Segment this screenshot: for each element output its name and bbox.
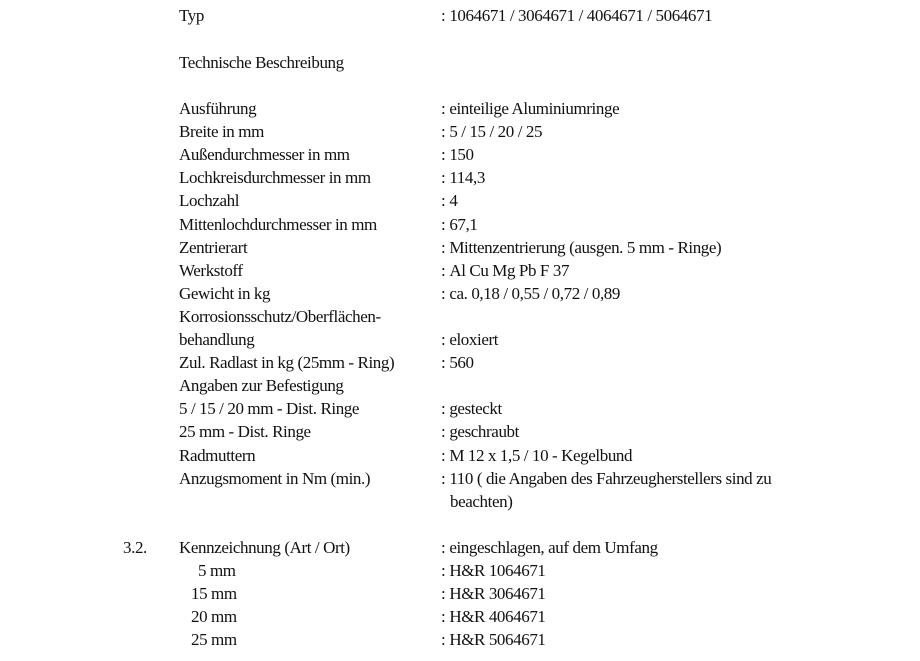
typ-row	[0, 5, 920, 27]
spec-label: Außendurchmesser in mm	[179, 145, 350, 165]
spec-label: 5 mm	[198, 561, 236, 580]
spec-value: 560	[449, 353, 474, 373]
spec-row	[0, 121, 920, 143]
spec-value: 150	[449, 145, 474, 165]
spec-value: gesteckt	[449, 399, 502, 419]
spec-value-cell	[441, 283, 620, 305]
spec-value: H&R 3064671	[449, 584, 546, 604]
spec-row	[0, 167, 920, 189]
spec-row-continuation	[0, 491, 920, 513]
spec-value-cell	[441, 583, 546, 605]
spec-value: H&R 4064671	[449, 607, 546, 627]
section-heading-row	[0, 52, 920, 74]
spec-value: 5 / 15 / 20 / 25	[449, 122, 543, 142]
section-number: 3.2.	[123, 538, 147, 557]
colon: :	[441, 260, 446, 280]
spec-value-cell	[441, 144, 474, 166]
spec-value-cell	[441, 329, 498, 351]
spec-row	[0, 352, 920, 374]
spec-value: geschraubt	[449, 422, 519, 442]
spec-value: Al Cu Mg Pb F 37	[449, 260, 570, 280]
spec-label: Werkstoff	[179, 260, 243, 280]
spec-label: Breite in mm	[179, 122, 264, 142]
section-value: eingeschlagen, auf dem Umfang	[449, 538, 658, 557]
colon: :	[441, 630, 446, 650]
spec-label: 15 mm	[191, 584, 237, 604]
section-heading: Technische Beschreibung	[179, 53, 344, 72]
spec-label: Anzugsmoment in Nm (min.)	[179, 468, 371, 488]
spec-value: eloxiert	[449, 330, 499, 349]
spec-row	[0, 214, 920, 236]
marking-row	[0, 560, 920, 582]
spec-value-cell	[441, 167, 485, 189]
spec-value-cell	[441, 421, 519, 443]
spec-label: Lochzahl	[179, 191, 240, 211]
spec-row	[0, 329, 920, 351]
section-3-2-row	[0, 537, 920, 559]
spec-value-cell	[441, 260, 569, 282]
spec-value-cell	[441, 98, 619, 120]
spec-row	[0, 98, 920, 120]
spec-row	[0, 283, 920, 305]
typ-label: Typ	[179, 6, 204, 25]
spec-row	[0, 468, 920, 490]
colon: :	[441, 445, 446, 465]
spec-row	[0, 421, 920, 443]
spec-row	[0, 445, 920, 467]
spec-label: Gewicht in kg	[179, 283, 271, 303]
spec-label: behandlung	[179, 330, 255, 349]
colon: :	[441, 468, 446, 488]
spec-value: M 12 x 1,5 / 10 - Kegelbund	[449, 445, 633, 465]
spec-value-cell	[441, 468, 771, 490]
spec-value-cell	[441, 629, 546, 651]
spec-label: Zentrierart	[179, 237, 248, 257]
spec-value-cell	[441, 352, 474, 374]
colon: :	[441, 353, 446, 373]
colon: :	[441, 584, 446, 604]
colon: :	[441, 99, 446, 118]
marking-row	[0, 606, 920, 628]
spec-value-cell	[441, 445, 632, 467]
spec-value: einteilige Aluminiumringe	[449, 99, 620, 118]
spec-row	[0, 375, 920, 397]
spec-row	[0, 144, 920, 166]
spec-value: H&R 5064671	[449, 630, 546, 650]
spec-label: 25 mm	[191, 630, 237, 650]
colon: :	[441, 607, 446, 627]
spec-label: Lochkreisdurchmesser in mm	[179, 168, 371, 188]
colon: :	[441, 122, 446, 142]
colon: :	[441, 561, 446, 580]
typ-value: 1064671 / 3064671 / 4064671 / 5064671	[449, 6, 713, 25]
colon: :	[441, 283, 446, 303]
spec-label: Radmuttern	[179, 445, 256, 465]
spec-value-cell	[441, 237, 721, 259]
colon: :	[441, 168, 446, 188]
colon: :	[441, 538, 446, 557]
spec-value: ca. 0,18 / 0,55 / 0,72 / 0,89	[449, 283, 620, 303]
spec-value-cell	[441, 190, 457, 212]
spec-label: 5 / 15 / 20 mm - Dist. Ringe	[179, 399, 360, 419]
colon: :	[441, 237, 446, 257]
section-label: Kennzeichnung (Art / Ort)	[179, 538, 350, 557]
colon: :	[441, 191, 446, 211]
spec-value: 110 ( die Angaben des Fahrzeugherstellers sind zu	[449, 468, 772, 488]
spec-value-cell	[441, 121, 542, 143]
spec-label: Ausführung	[179, 99, 257, 118]
spec-value: 67,1	[449, 214, 478, 234]
spec-label: Angaben zur Befestigung	[179, 376, 344, 396]
spec-value-cell	[441, 214, 477, 236]
spec-value: Mittenzentrierung (ausgen. 5 mm - Ringe)	[449, 237, 722, 257]
spec-label: 20 mm	[191, 607, 237, 627]
marking-row	[0, 583, 920, 605]
colon: :	[441, 6, 446, 25]
spec-value-cell	[441, 606, 546, 628]
spec-value: H&R 1064671	[449, 561, 546, 580]
spec-value: beachten)	[450, 491, 513, 511]
colon: :	[441, 399, 446, 419]
spec-label: Mittenlochdurchmesser in mm	[179, 214, 377, 234]
spec-value-cell	[441, 398, 502, 420]
colon: :	[441, 330, 446, 349]
colon: :	[441, 422, 446, 442]
colon: :	[441, 145, 446, 165]
spec-value-cell	[441, 560, 546, 582]
spec-label: 25 mm - Dist. Ringe	[179, 422, 311, 442]
colon: :	[441, 214, 446, 234]
marking-row	[0, 629, 920, 651]
spec-value: 114,3	[449, 168, 485, 188]
spec-value: 4	[449, 191, 458, 211]
spec-row	[0, 398, 920, 420]
spec-row	[0, 237, 920, 259]
spec-row	[0, 306, 920, 328]
spec-label: Zul. Radlast in kg (25mm - Ring)	[179, 353, 395, 373]
spec-label: Korrosionsschutz/Oberflächen-	[179, 306, 381, 326]
spec-row	[0, 190, 920, 212]
spec-row	[0, 260, 920, 282]
